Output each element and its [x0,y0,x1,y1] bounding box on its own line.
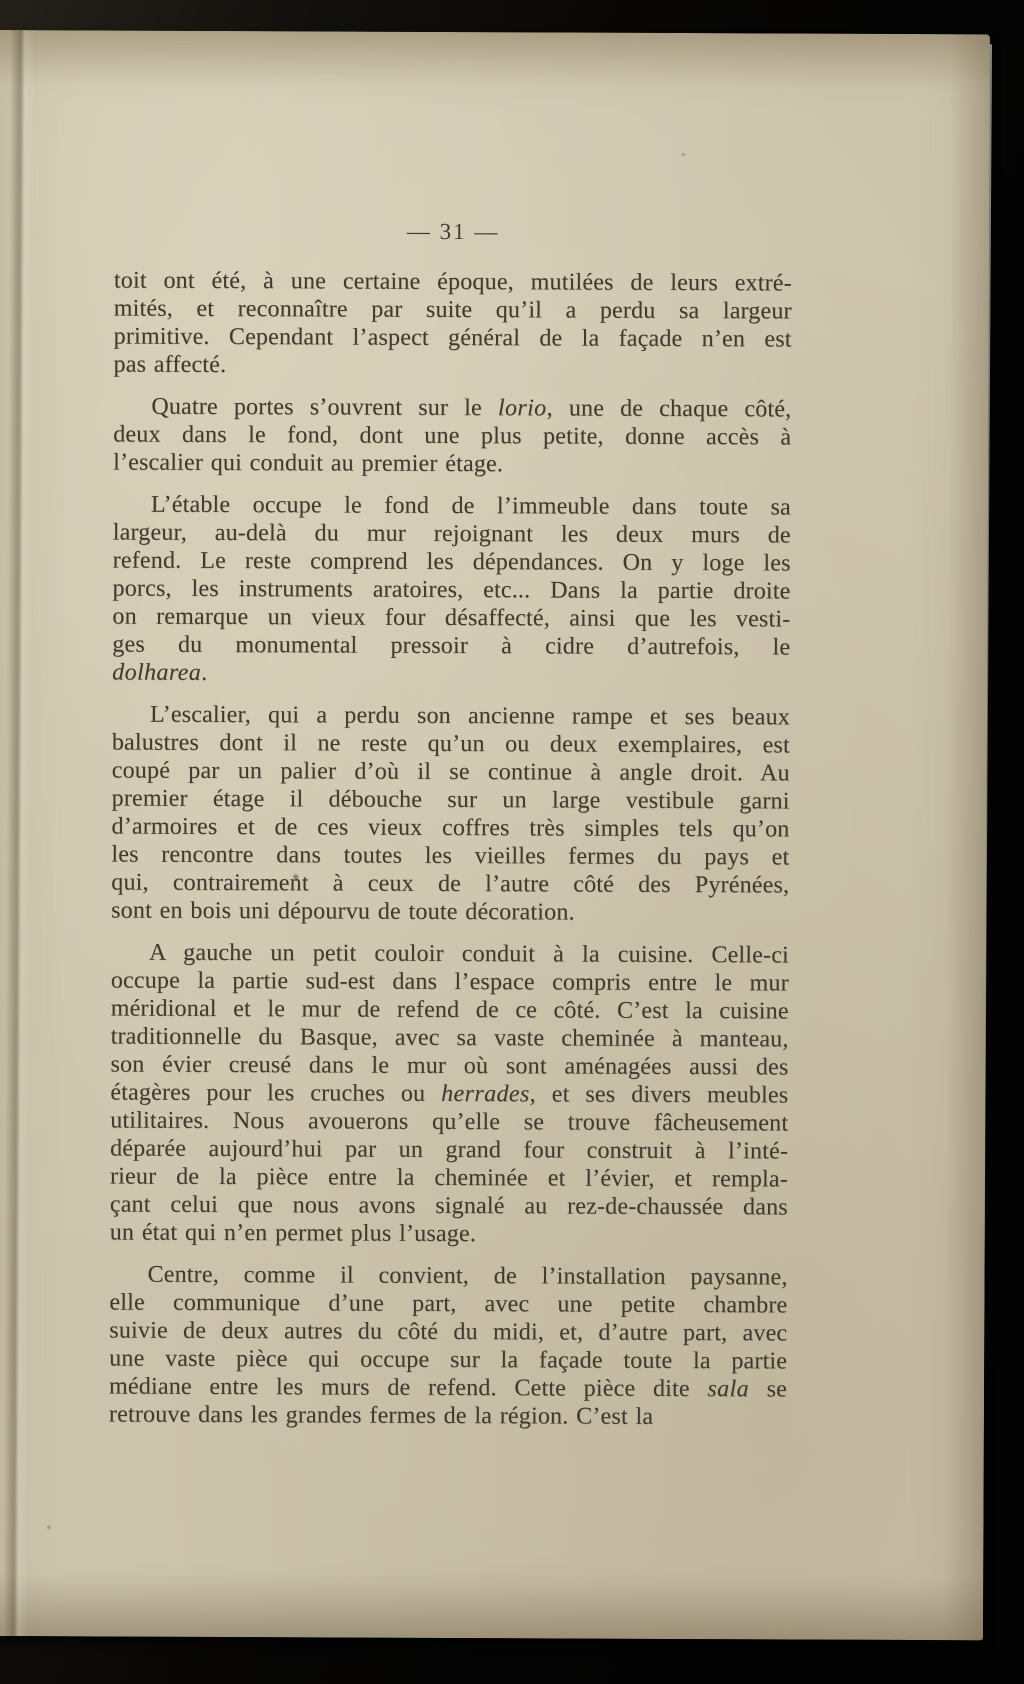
text-line: porcs, les instruments aratoires, etc... Dans la partie droite [112,575,791,605]
text-line: son évier creusé dans le mur où sont aménagées aussi des [110,1051,789,1081]
text-line: un état qui n’en permet plus l’usage. [109,1219,477,1248]
text-line: Centre, comme il convient, de l’installation paysanne, [147,1261,788,1291]
text-line: méridional et le mur de refend de ce côté. C’est la cuisine [110,995,789,1025]
text-line: elle communique d’une part, avec une petite chambre [109,1289,788,1319]
text-line: A gauche un petit couloir conduit à la cuisine. Celle-ci [148,939,790,969]
text-line: coupé par un palier d’où il se continue à angle droit. Au [111,757,790,787]
text-line: on remarque un vieux four désaffecté, ainsi que les vesti- [112,603,791,633]
text-line: ges du monumental pressoir à cidre d’autrefois, le [112,631,791,661]
text-line: sont en bois uni dépourvu de toute décoration. [111,897,575,926]
paragraph [111,701,790,928]
text-line: toit ont été, à une certaine époque, mutilées de leurs extré- [113,267,792,297]
text-line: mités, et reconnaître par suite qu’il a perdu sa largeur [113,295,792,325]
text-line: premier étage il débouche sur un large vestibule garni [111,785,790,815]
text-line: médiane entre les murs de refend. Cette pièce dite sala se [109,1373,788,1403]
text-line: les rencontre dans toutes les vieilles fermes du pays et [111,841,790,871]
paragraph [113,267,791,382]
text-line: primitive. Cependant l’aspect général de la façade n’en est [113,323,792,353]
ink-speck [47,1525,50,1529]
text-line: çant celui que nous avons signalé au rez-de-chaussée dans [109,1191,788,1221]
text-block [109,217,792,1446]
text-line: suivie de deux autres du côté du midi, et, d’autre part, avec [109,1317,788,1347]
text-line: étagères pour les cruches ou herrades, et ses divers meubles [110,1079,789,1109]
text-line: largeur, au-delà du mur rejoignant les deux murs de [112,519,791,549]
text-line: traditionnelle du Basque, avec sa vaste cheminée à manteau, [110,1023,789,1053]
text-line: d’armoires et de ces vieux coffres très simples tels qu’on [111,813,790,843]
paragraph [112,491,791,690]
text-line: deux dans le fond, dont une plus petite, donne accès à [113,421,792,451]
text-line: l’escalier qui conduit au premier étage. [113,449,504,478]
paragraph [109,1261,788,1432]
text-line: qui, contrairement à ceux de l’autre côté des Pyrénées, [111,869,790,899]
text-line: une vaste pièce qui occupe sur la façade toute la partie [109,1345,788,1375]
paragraph [113,393,791,480]
book-page [0,30,990,1640]
paragraph [110,939,789,1250]
text-line: L’escalier, qui a perdu son ancienne rampe et ses beaux [149,701,791,731]
text-line: rieur de la pièce entre la cheminée et l’évier, et rempla- [109,1163,789,1193]
text-line: pas affecté. [113,351,227,379]
page-number: — 31 — [406,218,500,245]
gutter-crease-shadow [3,30,36,1636]
text-line: L’étable occupe le fond de l’immeuble dans toute sa [150,491,791,521]
text-line: Quatre portes s’ouvrent sur le lorio, une de chaque côté, [151,393,792,423]
text-line: retrouve dans les grandes fermes de la région. C’est la [108,1401,654,1430]
text-line: dolharea. [112,659,208,686]
text-line: occupe la partie sud-est dans l’espace compris entre le mur [110,967,789,997]
text-line: utilitaires. Nous avouerons qu’elle se trouve fâcheusement [110,1107,789,1137]
text-line: balustres dont il ne reste qu’un ou deux exemplaires, est [111,729,790,759]
text-line: refend. Le reste comprend les dépendances. On y loge les [112,547,791,577]
text-line: déparée aujourd’hui par un grand four construit à l’inté- [110,1135,789,1165]
ink-speck [681,153,685,156]
